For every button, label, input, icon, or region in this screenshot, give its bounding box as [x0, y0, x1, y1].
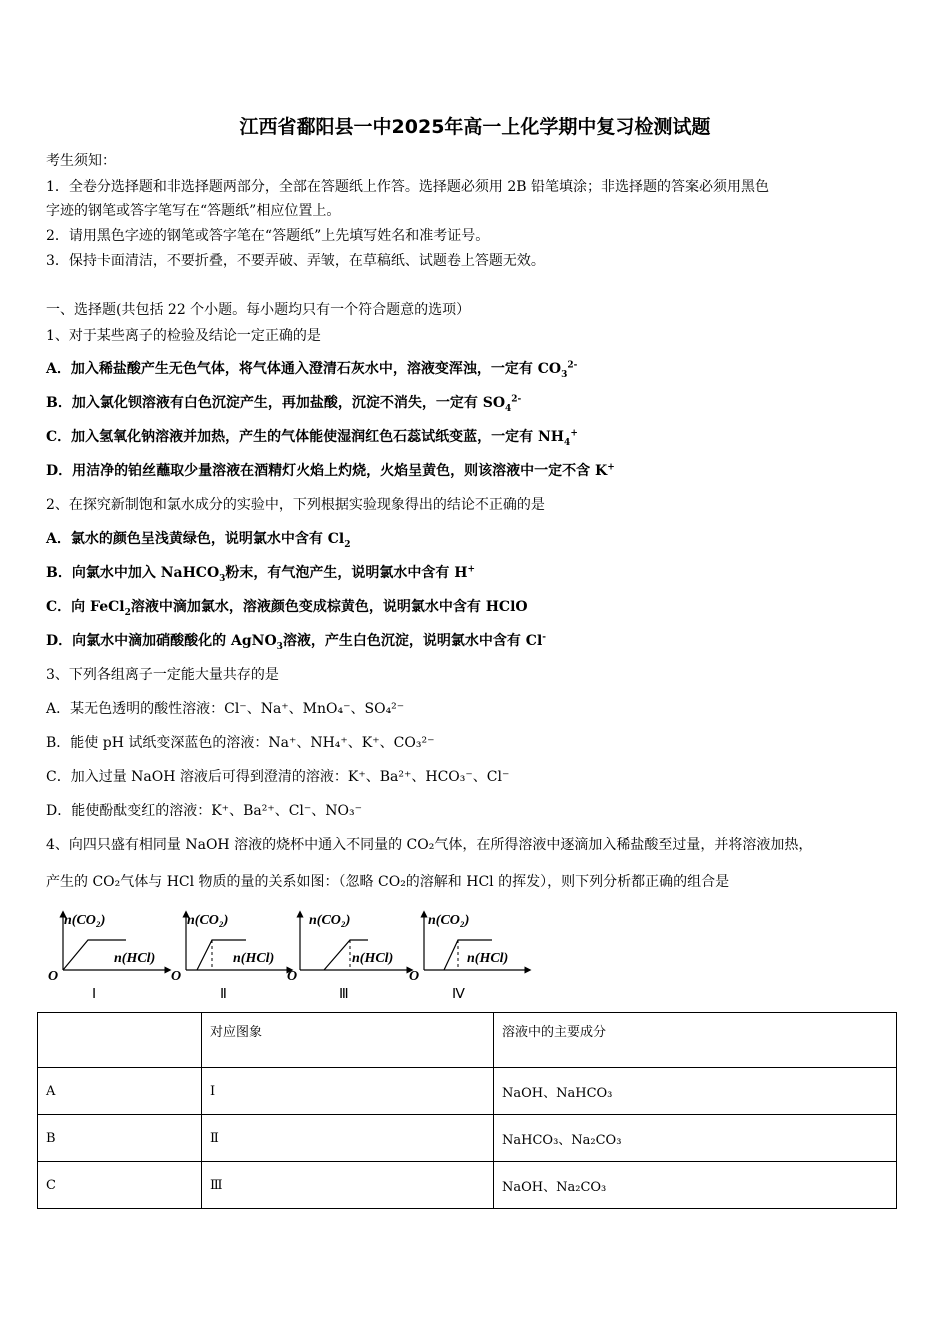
page-title: 江西省鄱阳县一中2025年高一上化学期中复习检测试题 [239, 116, 711, 138]
table-row [38, 1115, 897, 1162]
q3-option-c: C．加入过量 NaOH 溶液后可得到澄清的溶液：K⁺、Ba²⁺、HCO₃⁻、Cl⁻ [46, 769, 510, 785]
q4-stem-line-2: 产生的 CO₂气体与 HCl 物质的量的关系如图：（忽略 CO₂的溶解和 HCl 的挥发），则下列分析都正确的组合是 [46, 874, 730, 890]
table-cell-composition: NaHCO₃、Na₂CO₃ [494, 1115, 897, 1162]
q2-stem: 2、在探究新制饱和氯水成分的实验中，下列根据实验现象得出的结论不正确的是 [46, 497, 545, 513]
table-header-cell: 溶液中的主要成分 [494, 1013, 897, 1068]
graph-3-origin: O [287, 969, 298, 984]
notice-line-1b: 字迹的钢笔或答字笔写在“答题纸”相应位置上。 [46, 203, 341, 219]
q2-option-c: C．向 FeCl$_2$溶液中滴加氯水，溶液颜色变成棕黄色，说明氯水中含有 HClO [46, 599, 528, 618]
table-header-cell: 对应图象 [202, 1013, 494, 1068]
table-row [38, 1068, 897, 1115]
table-cell-option: B [38, 1115, 202, 1162]
graph-1-label: Ⅰ [92, 987, 97, 1002]
q3-option-b: B．能使 pH 试纸变深蓝色的溶液：Na⁺、NH₄⁺、K⁺、CO₃²⁻ [46, 735, 435, 751]
graph-4-origin: O [409, 969, 420, 984]
section-heading: 一、选择题(共包括 22 个小题。每小题均只有一个符合题意的选项） [46, 302, 471, 318]
table-cell-composition: NaOH、Na₂CO₃ [494, 1162, 897, 1209]
graph-2-y-label: n(CO₂) [187, 913, 229, 928]
q1-option-d: D．用洁净的铂丝蘸取少量溶液在酒精灯火焰上灼烧，火焰呈黄色，则该溶液中一定不含 K+ [46, 462, 615, 479]
graph-4-y-label: n(CO₂) [428, 913, 470, 928]
q3-stem: 3、下列各组离子一定能大量共存的是 [46, 667, 279, 683]
table-cell-composition: NaOH、NaHCO₃ [494, 1068, 897, 1115]
q2-option-b: B．向氯水中加入 NaHCO$_3$粉末，有气泡产生，说明氯水中含有 H+ [46, 564, 476, 584]
graph-2 [171, 913, 290, 1002]
q1-option-c: C．加入氢氧化钠溶液并加热，产生的气体能使湿润红色石蕊试纸变蓝，一定有 $NH_4^+$ [46, 428, 578, 448]
q1-option-b: B．加入氯化钡溶液有白色沉淀产生，再加盐酸，沉淀不消失，一定有 $SO_4^{2-}$ [46, 394, 522, 414]
q1-stem: 1、对于某些离子的检验及结论一定正确的是 [46, 328, 321, 344]
notice-line-1a: 1．全卷分选择题和非选择题两部分，全部在答题纸上作答。选择题必须用 2B 铅笔填涂；非选择题的答案必须用黑色 [46, 179, 769, 195]
q2-option-a: A．氯水的颜色呈浅黄绿色，说明氯水中含有 $Cl_2$ [46, 531, 351, 550]
graph-1-x-label: n(HCl) [114, 951, 156, 966]
table-cell-graph: Ⅲ [202, 1162, 494, 1209]
graph-1-y-label: n(CO₂) [64, 913, 106, 928]
graph-2-x-label: n(HCl) [233, 951, 275, 966]
q3-option-d: D．能使酚酞变红的溶液：K⁺、Ba²⁺、Cl⁻、NO₃⁻ [46, 803, 363, 819]
graph-2-origin: O [171, 969, 182, 984]
table-cell-option: C [38, 1162, 202, 1209]
table-cell-option: A [38, 1068, 202, 1115]
graph-4 [409, 913, 528, 1002]
table-row [38, 1162, 897, 1209]
notice-heading: 考生须知： [46, 153, 116, 169]
table-header-cell [38, 1013, 202, 1068]
graph-3-y-label: n(CO₂) [309, 913, 351, 928]
notice-line-2: 2．请用黑色字迹的钢笔或答字笔在“答题纸”上先填写姓名和准考证号。 [46, 228, 490, 244]
table-cell-graph: Ⅱ [202, 1115, 494, 1162]
notice-line-3: 3．保持卡面清洁，不要折叠，不要弄破、弄皱，在草稿纸、试题卷上答题无效。 [46, 253, 545, 269]
graph-4-x-label: n(HCl) [467, 951, 509, 966]
q4-graphs [44, 902, 534, 1004]
q1-option-a: A．加入稀盐酸产生无色气体，将气体通入澄清石灰水中，溶液变浑浊，一定有 $CO_3^{2-}$ [46, 360, 578, 380]
graph-3-x-label: n(HCl) [352, 951, 394, 966]
table-header-row [38, 1013, 897, 1068]
graph-1 [48, 913, 168, 1002]
graph-3 [287, 913, 410, 1002]
graph-2-label: Ⅱ [220, 987, 227, 1002]
table-cell-graph: Ⅰ [202, 1068, 494, 1115]
q4-options-table [37, 1012, 897, 1209]
graph-1-origin: O [48, 969, 59, 984]
graph-4-label: Ⅳ [452, 987, 465, 1002]
q4-stem-line-1: 4、向四只盛有相同量 NaOH 溶液的烧杯中通入不同量的 CO₂气体，在所得溶液中逐滴加入稀盐酸至过量，并将溶液加热， [46, 837, 813, 853]
graph-3-label: Ⅲ [339, 987, 349, 1002]
q3-option-a: A．某无色透明的酸性溶液：Cl⁻、Na⁺、MnO₄⁻、SO₄²⁻ [46, 701, 405, 717]
q2-option-d: D．向氯水中滴加硝酸酸化的 AgNO$_3$溶液，产生白色沉淀，说明氯水中含有 Cl- [46, 632, 547, 652]
